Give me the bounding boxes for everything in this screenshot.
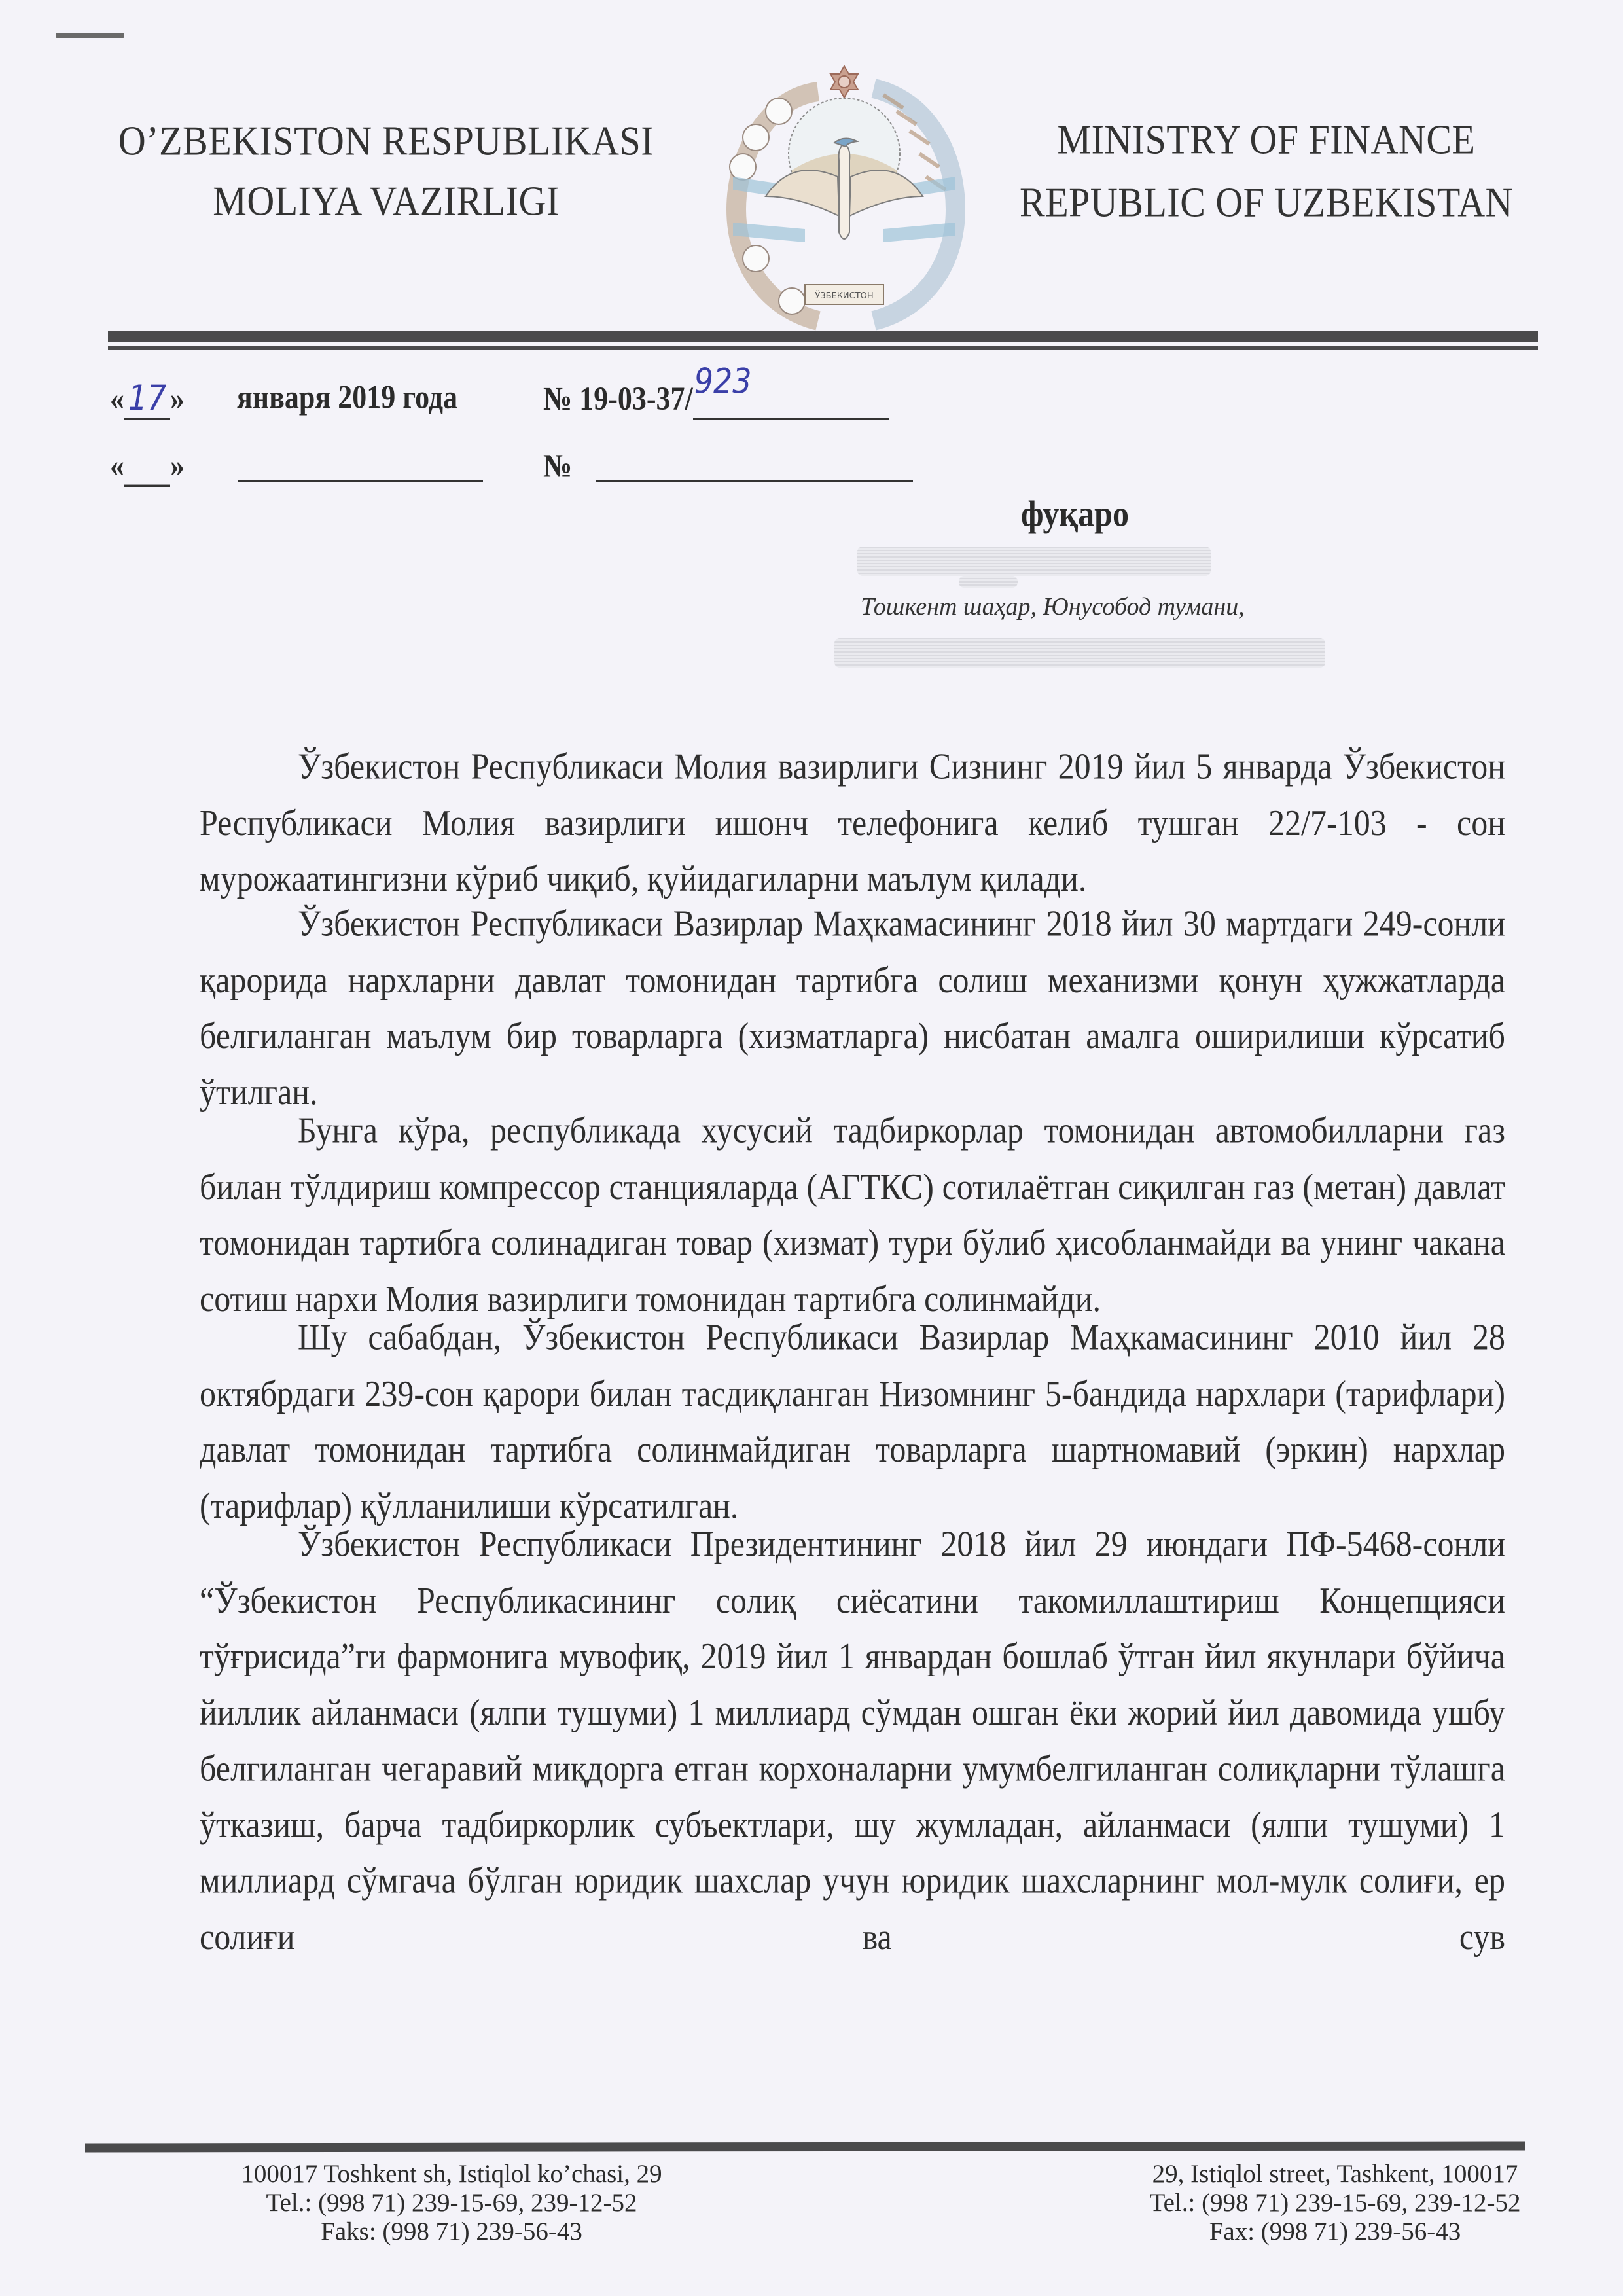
emblem-banner-text: ЎЗБЕКИСТОН bbox=[815, 291, 874, 301]
body-paragraph-4: Шу сабабдан, Ўзбекистон Республикаси Вазирлар Маҳкамасининг 2010 йил 28 октябрдаги 239-сон қарори билан тасдиқланган Низомнинг 5-бандида нархлари (тарифлари) давлат томонидан тартибга солинмайдиган товарларга шартномавий (эркин) нархлар (тарифлар) қўлланилиши кўрсатилган. bbox=[200, 1316, 1505, 1526]
footer-address-uz bbox=[196, 2160, 707, 2246]
letterhead-right-line-2: REPUBLIC OF UZBEKISTAN bbox=[1020, 179, 1513, 226]
body-paragraph-1: Ўзбекистон Республикаси Молия вазирлиги Сизнинг 2019 йил 5 январда Ўзбекистон Республикаси Молия вазирлиги ишонч телефонига келиб тушган 22/7-103 - сон мурожаатингизни кўриб чиқиб, қуйидагиларни маълум қилади. bbox=[200, 745, 1505, 899]
outgoing-number-handwritten: 923 bbox=[694, 361, 752, 402]
footer-uz-fax: Faks: (998 71) 239-56-43 bbox=[321, 2217, 582, 2246]
incoming-number-field bbox=[543, 446, 572, 485]
outgoing-number-blank bbox=[693, 361, 889, 420]
date-close-quote: » bbox=[170, 380, 185, 418]
letterhead-left-line-1: O’ZBEKISTON RESPUBLIKASI bbox=[118, 117, 654, 164]
letter-body bbox=[200, 738, 1505, 1957]
incoming-date-open-quote: « bbox=[110, 447, 124, 484]
incoming-date-close-quote: » bbox=[170, 447, 185, 484]
footer-en-street: 29, Istiqlol street, Tashkent, 100017 bbox=[1152, 2160, 1518, 2188]
redacted-recipient-name bbox=[857, 547, 1211, 576]
incoming-month-blank bbox=[238, 480, 483, 482]
outgoing-number-label: № 19-03-37/ bbox=[543, 380, 693, 418]
emblem-star bbox=[830, 66, 858, 98]
recipient-title: фуқаро bbox=[1021, 493, 1129, 534]
date-open-quote: « bbox=[110, 380, 124, 418]
incoming-date-field bbox=[110, 446, 185, 487]
body-paragraph-5: Ўзбекистон Республикаси Президентининг 2018 йил 29 июндаги ПФ-5468-сонли “Ўзбекистон Республикасининг солиқ сиёсатини такомиллаштириш Концепцияси тўғрисида”ги фармонига мувофиқ, 2019 йил 1 январдан бошлаб ўтган йил якунлари бўйича йиллик айланмаси (ялпи тушуми) 1 миллиард сўмдан ошган ёки жорий йил давомида ушбу белгиланган чегаравий миқдорга етган корхоналарни умумбелгиланган солиқларни тўлашга ўтказиш, барча тадбиркорлик субъектлари, шу жумладан, айланмаси (ялпи тушуми) 1 миллиард сўмгача бўлган юридик шахслар учун юридик шахсларнинг мол-мулк солиғи, ер солиғи ва сув bbox=[200, 1522, 1505, 1957]
letterhead-left-line-2: MOLIYA VAZIRLIGI bbox=[213, 177, 560, 224]
footer-en-phone: Tel.: (998 71) 239-15-69, 239-12-52 bbox=[1149, 2189, 1521, 2217]
incoming-day-blank bbox=[124, 446, 170, 487]
recipient-address-line: Тошкент шаҳар, Юнусобод тумани, bbox=[861, 593, 1245, 620]
staple-mark bbox=[56, 33, 124, 38]
outgoing-number-field bbox=[543, 361, 889, 420]
body-paragraph-2: Ўзбекистон Республикаси Вазирлар Маҳкамасининг 2018 йил 30 мартдаги 249-сонли қарорида нархларни давлат томонидан тартибга солиш механизми қонун ҳужжатларда белгиланган маълум бир товарларга (хизматларга) нисбатан амалга оширилиши кўрсатиб ўтилган. bbox=[200, 902, 1505, 1112]
footer-address-en bbox=[1086, 2160, 1584, 2246]
incoming-number-label: № bbox=[543, 447, 573, 484]
state-emblem-icon bbox=[720, 46, 969, 340]
body-paragraph-3: Бунга кўра, республикада хусусий тадбиркорлар томонидан автомобилларни газ билан тўлдириш компрессор станцияларда (АГТКС) сотилаётган сиқилган газ (метан) давлат томонидан тартибга солинадиган товар (хизмат) тури бўлиб ҳисобланмайди ва унинг чакана сотиш нархи Молия вазирлиги томонидан тартибга солинмайди. bbox=[200, 1109, 1505, 1319]
footer-en-fax: Fax: (998 71) 239-56-43 bbox=[1209, 2217, 1461, 2246]
footer-uz-street: 100017 Toshkent sh, Istiqlol ko’chasi, 29 bbox=[241, 2160, 662, 2188]
date-day-handwritten: 17 bbox=[128, 377, 167, 418]
redacted-recipient-name-tail bbox=[959, 576, 1018, 588]
header-divider-thin bbox=[108, 346, 1538, 350]
incoming-number-blank bbox=[596, 480, 913, 482]
header-divider-thick bbox=[108, 331, 1538, 342]
letterhead-right-line-1: MINISTRY OF FINANCE bbox=[1057, 116, 1476, 163]
footer-uz-phone: Tel.: (998 71) 239-15-69, 239-12-52 bbox=[266, 2189, 637, 2217]
date-month-year: января 2019 года bbox=[237, 378, 458, 416]
date-day-blank bbox=[124, 377, 170, 420]
date-field bbox=[110, 377, 185, 420]
footer-divider bbox=[85, 2141, 1525, 2152]
redacted-recipient-address bbox=[834, 638, 1325, 668]
